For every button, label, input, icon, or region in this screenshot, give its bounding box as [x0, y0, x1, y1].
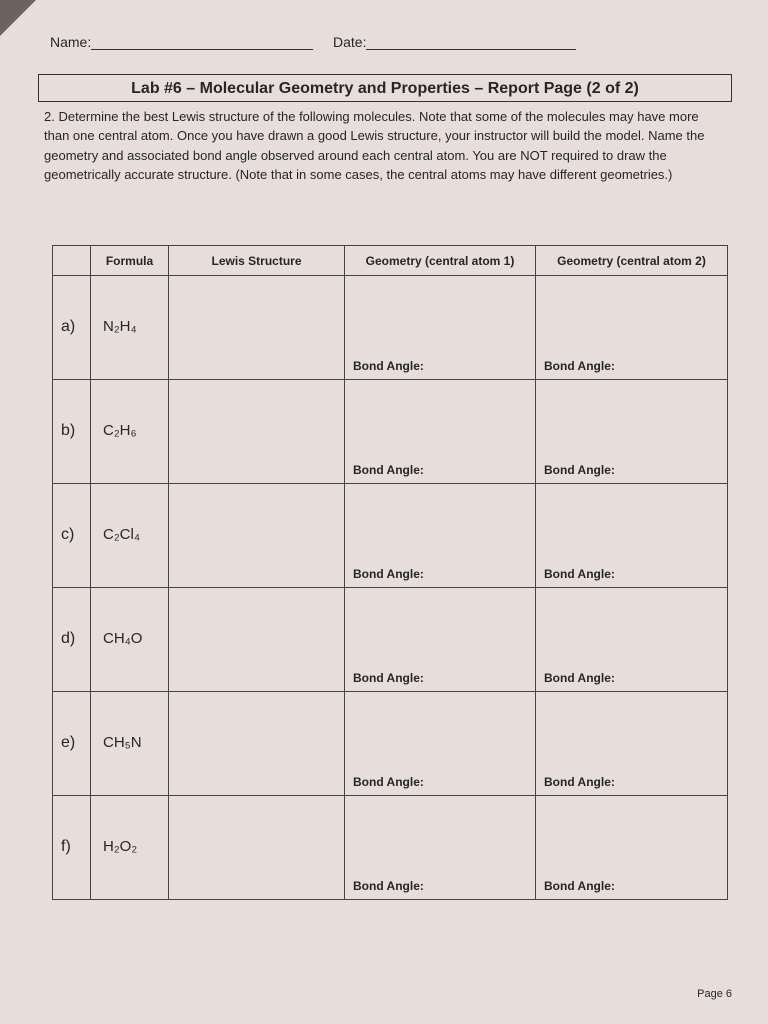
formula-cell [91, 484, 169, 588]
lewis-structure-cell[interactable] [169, 276, 345, 380]
formula-cell [91, 276, 169, 380]
date-field [333, 34, 576, 50]
bond-angle-label: Bond Angle: [353, 879, 424, 893]
row-letter: f) [61, 838, 71, 855]
page-corner-shadow [0, 0, 36, 36]
bond-angle-label: Bond Angle: [353, 567, 424, 581]
header-lewis-structure: Lewis Structure [169, 246, 345, 276]
lewis-structure-cell[interactable] [169, 796, 345, 900]
formula-text: H₂O₂ [103, 838, 138, 855]
table-header-row [53, 246, 728, 276]
geometry-2-cell[interactable] [536, 484, 728, 588]
geometry-1-cell[interactable] [345, 692, 536, 796]
geometry-1-cell[interactable] [345, 276, 536, 380]
geometry-2-cell[interactable] [536, 380, 728, 484]
molecule-table [52, 245, 728, 900]
bond-angle-label: Bond Angle: [544, 463, 615, 477]
page-number: Page 6 [697, 988, 732, 1000]
header-geometry-atom-1: Geometry (central atom 1) [345, 246, 536, 276]
header-formula: Formula [91, 246, 169, 276]
formula-cell [91, 588, 169, 692]
date-blank[interactable] [366, 35, 576, 50]
geometry-2-cell[interactable] [536, 796, 728, 900]
bond-angle-label: Bond Angle: [544, 671, 615, 685]
formula-text: C₂Cl₄ [103, 526, 140, 543]
row-letter: a) [61, 318, 76, 335]
bond-angle-label: Bond Angle: [353, 775, 424, 789]
lewis-structure-cell[interactable] [169, 692, 345, 796]
row-letter-cell [53, 796, 91, 900]
date-label: Date: [333, 34, 367, 50]
geometry-2-cell[interactable] [536, 276, 728, 380]
geometry-1-cell[interactable] [345, 484, 536, 588]
lewis-structure-cell[interactable] [169, 380, 345, 484]
instructions-text: 2. Determine the best Lewis structure of the following molecules. Note that some of the molecules may have more than one central atom. Once you have drawn a good Lewis structure, your instructor will build the model. Name the geometry and associated bond angle observed around each central atom. You are NOT required to draw the geometrically accurate structure. (Note that in some cases, the central atoms may have different geometries.) [44, 109, 705, 182]
formula-text: C₂H₆ [103, 422, 137, 439]
geometry-1-cell[interactable] [345, 380, 536, 484]
formula-text: N₂H₄ [103, 318, 137, 335]
header-letter-cell [53, 246, 91, 276]
page-title: Lab #6 – Molecular Geometry and Properties – Report Page (2 of 2) [38, 74, 732, 102]
bond-angle-label: Bond Angle: [353, 359, 424, 373]
name-label: Name: [50, 34, 92, 50]
geometry-1-cell[interactable] [345, 796, 536, 900]
geometry-1-cell[interactable] [345, 588, 536, 692]
table-row [53, 692, 728, 796]
row-letter: d) [61, 630, 76, 647]
table-row [53, 796, 728, 900]
row-letter-cell [53, 484, 91, 588]
name-blank[interactable] [91, 35, 313, 50]
table-row [53, 276, 728, 380]
row-letter-cell [53, 276, 91, 380]
formula-text: CH₄O [103, 630, 143, 647]
row-letter: b) [61, 422, 76, 439]
name-field [50, 34, 313, 50]
row-letter-cell [53, 692, 91, 796]
geometry-2-cell[interactable] [536, 692, 728, 796]
row-letter-cell [53, 588, 91, 692]
bond-angle-label: Bond Angle: [544, 359, 615, 373]
bond-angle-label: Bond Angle: [544, 567, 615, 581]
row-letter-cell [53, 380, 91, 484]
geometry-2-cell[interactable] [536, 588, 728, 692]
formula-cell [91, 692, 169, 796]
lewis-structure-cell[interactable] [169, 588, 345, 692]
bond-angle-label: Bond Angle: [353, 463, 424, 477]
bond-angle-label: Bond Angle: [544, 879, 615, 893]
table-row [53, 588, 728, 692]
table-row [53, 484, 728, 588]
header-geometry-atom-2: Geometry (central atom 2) [536, 246, 728, 276]
row-letter: c) [61, 526, 75, 543]
bond-angle-label: Bond Angle: [544, 775, 615, 789]
formula-cell [91, 796, 169, 900]
formula-cell [91, 380, 169, 484]
bond-angle-label: Bond Angle: [353, 671, 424, 685]
lewis-structure-cell[interactable] [169, 484, 345, 588]
row-letter: e) [61, 734, 76, 751]
formula-text: CH₅N [103, 734, 142, 751]
table-row [53, 380, 728, 484]
